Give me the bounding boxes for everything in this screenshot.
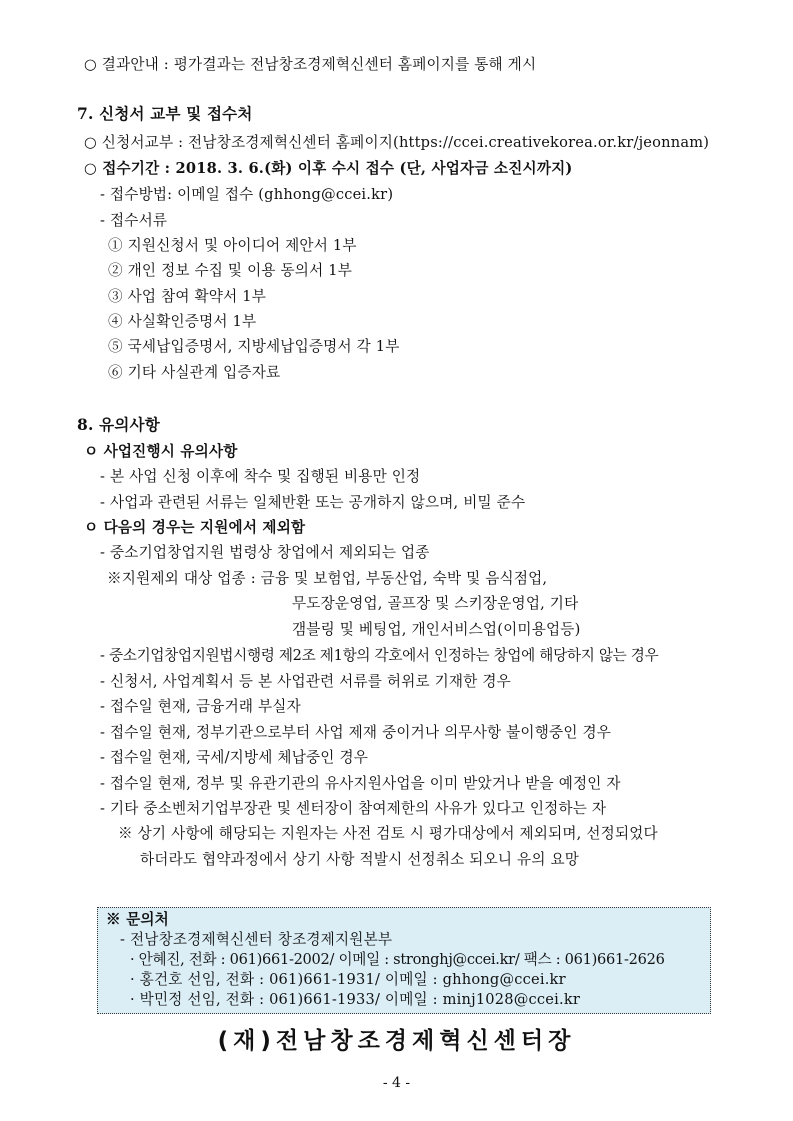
contact-person-1: · 안혜진, 전화 : 061)661-2002/ 이메일 : stronghj@ccei.kr/ 팩스 : 061)661-2626 [130,951,665,968]
contact-title: ※ 문의처 [106,911,169,928]
contact-person-3: · 박민정 선임, 전화 : 061)661-1933/ 이메일 : minj1028@ccei.kr [130,991,581,1008]
excluded-industries-line-3: 갬블링 및 베팅업, 개인서비스업(이미용업등) [292,621,581,638]
doc-item-3: ③ 사업 참여 확약서 1부 [108,288,267,305]
contact-person-2: · 홍건호 선임, 전화 : 061)661-1931/ 이메일 : ghhong@ccei.kr [130,971,566,988]
submission-method-line: - 접수방법: 이메일 접수 (ghhong@ccei.kr) [100,186,394,203]
exclusion-subheading: ㅇ 다음의 경우는 지원에서 제외함 [84,519,306,536]
page-number: - 4 - [382,1075,411,1091]
contact-box [97,907,711,1014]
exclusion-item-8: - 기타 중소벤처기업부장관 및 센터장이 참여제한의 사유가 있다고 인정하는 자 [100,800,607,817]
contact-department: - 전남창조경제혁신센터 창조경제지원본부 [120,931,393,948]
section-8-heading: 8. 유의사항 [77,415,160,434]
submission-docs-label: - 접수서류 [100,212,168,229]
exclusion-item-4: - 접수일 현재, 금융거래 부실자 [100,698,301,715]
doc-item-4: ④ 사실확인증명서 1부 [108,313,257,330]
result-notice-line: ○ 결과안내 : 평가결과는 전남창조경제혁신센터 홈페이지를 통해 게시 [84,56,537,73]
exclusion-item-6: - 접수일 현재, 국세/지방세 체납중인 경우 [100,749,369,766]
doc-item-2: ② 개인 정보 수집 및 이용 동의서 1부 [108,262,353,279]
exclusion-note-line-2: 하더라도 협약과정에서 상기 사항 적발시 선정취소 되오니 유의 요망 [140,851,580,868]
caution-subheading: ㅇ 사업진행시 유의사항 [84,443,238,460]
excluded-industries-line-2: 무도장운영업, 골프장 및 스키장운영업, 기타 [292,595,579,612]
doc-item-1: ① 지원신청서 및 아이디어 제안서 1부 [108,237,357,254]
caution-item-2: - 사업과 관련된 서류는 일체반환 또는 공개하지 않으며, 비밀 준수 [100,494,526,511]
caution-item-1: - 본 사업 신청 이후에 착수 및 집행된 비용만 인정 [100,468,421,485]
exclusion-note-line-1: ※ 상기 사항에 해당되는 지원자는 사전 검토 시 평가대상에서 제외되며, 선정되었다 [118,825,658,842]
doc-item-6: ⑥ 기타 사실관계 입증자료 [108,364,281,381]
exclusion-item-1: - 중소기업창업지원 법령상 창업에서 제외되는 업종 [100,544,430,561]
exclusion-item-5: - 접수일 현재, 정부기관으로부터 사업 제재 중이거나 의무사항 불이행중인 경우 [100,724,612,741]
exclusion-item-3: - 신청서, 사업계획서 등 본 사업관련 서류를 허위로 기재한 경우 [100,673,511,690]
exclusion-item-2: - 중소기업창업지원법시행령 제2조 제1항의 각호에서 인정하는 창업에 해당하지 않는 경우 [100,647,659,664]
section-7-heading: 7. 신청서 교부 및 접수처 [77,104,253,123]
organization-signature: (재)전남창조경제혁신센터장 [217,1028,576,1054]
form-distribution-line: ○ 신청서교부 : 전남창조경제혁신센터 홈페이지(https://ccei.creativekorea.or.kr/jeonnam) [84,134,710,151]
doc-item-5: ⑤ 국세납입증명서, 지방세납입증명서 각 1부 [108,338,400,355]
exclusion-item-7: - 접수일 현재, 정부 및 유관기관의 유사지원사업을 이미 받았거나 받을 예정인 자 [100,775,621,792]
application-period-line: ○ 접수기간 : 2018. 3. 6.(화) 이후 수시 접수 (단, 사업자금 소진시까지) [84,160,573,177]
excluded-industries-line-1: ※지원제외 대상 업종 : 금융 및 보험업, 부동산업, 숙박 및 음식점업, [107,570,548,587]
